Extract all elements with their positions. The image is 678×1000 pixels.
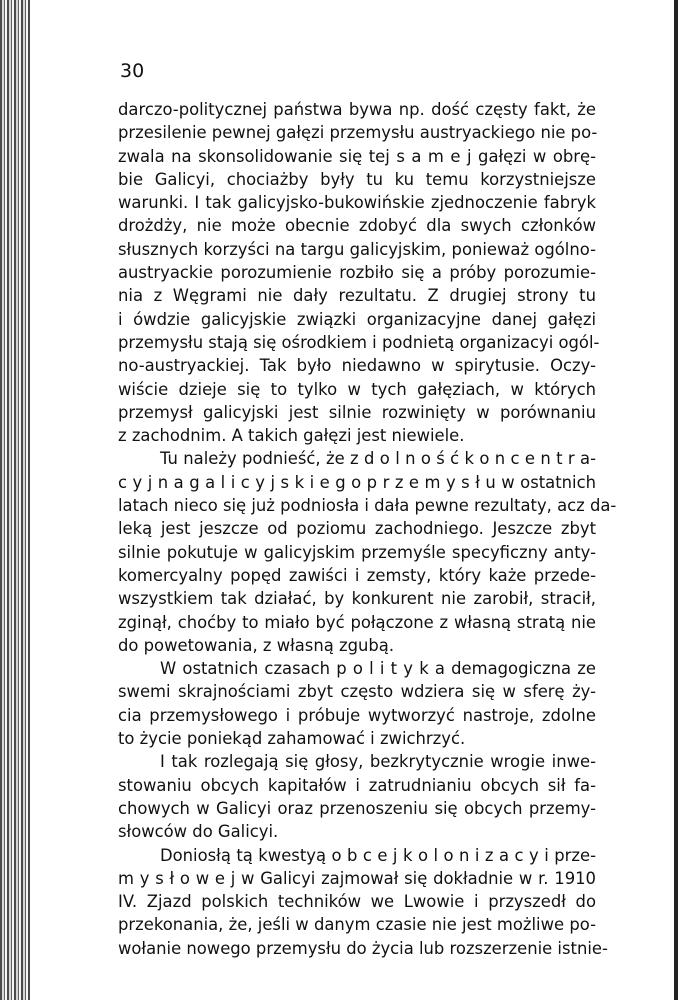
text-line: przesilenie pewnej gałęzi przemysłu austryackiego nie po- — [118, 123, 598, 143]
text-line: z zachodnim. A takich gałęzi jest niewiele. — [118, 426, 465, 446]
text-line: IV. Zjazd polskich techników we Lwowie i przyszedł do — [118, 892, 596, 912]
text-line: Tu należy podnieść, że z d o l n o ś ć k o n c e n t r a- — [160, 449, 596, 469]
text-line: W ostatnich czasach p o l i t y k a demagogiczna ze — [160, 659, 596, 679]
text-line: komercyalny popęd zawiści i zemsty, który każe przede- — [118, 565, 596, 585]
text-line: przemysłu stają się ośrodkiem i podnietą organizacyi ogól- — [118, 332, 600, 352]
text-line: cia przemysłowego i próbuje wytworzyć nastroje, zdolne — [118, 705, 596, 725]
text-line: stowaniu obcych kapitałów i zatrudnianiu obcych sił fa- — [118, 775, 596, 795]
text-line: nia z Węgrami nie dały rezultatu. Z drugiej strony tu — [118, 286, 596, 306]
paragraph — [118, 447, 617, 657]
text-line: austryackie porozumienie rozbiło się a próby porozumie- — [118, 263, 596, 283]
text-line: m y s ł o w e j w Galicyi zajmował się dokładnie w r. 1910 — [118, 868, 596, 888]
text-line: przemysł galicyjski jest silnie rozwinięty w porównaniu — [118, 402, 596, 422]
text-line: leką jest jeszcze od poziomu zachodniego. Jeszcze zbyt — [118, 519, 596, 539]
text-line: wołanie nowego przemysłu do życia lub rozszerzenie istnie- — [118, 938, 608, 958]
paragraph — [118, 98, 600, 447]
text-line: no-austryackiej. Tak było niedawno w spirytusie. Oczy- — [118, 356, 596, 376]
text-line: I tak rozlegają się głosy, bezkrytycznie wrogie inwe- — [160, 752, 596, 772]
text-line: drożdży, nie może obecnie zdobyć dla swych członków — [118, 216, 596, 236]
body-text — [118, 98, 617, 960]
text-line: zginął, choćby to miało być połączone z własną stratą nie — [118, 612, 596, 632]
text-line: darczo-politycznej państwa bywa np. dość częsty fakt, że — [118, 100, 596, 119]
page-right-edge — [674, 0, 678, 1000]
paragraph — [118, 844, 608, 960]
text-line: to życie poniekąd zahamować i zwichrzyć. — [118, 729, 466, 749]
text-line: do powetowania, z własną zgubą. — [118, 635, 395, 655]
text-line: silnie pokutuje w galicyjskim przemyśle specyficzny anty- — [118, 542, 596, 562]
text-line: wszystkiem tak działać, by konkurent nie zarobił, stracił, — [118, 589, 596, 609]
book-binding-edge — [0, 0, 30, 1000]
page-number: 30 — [120, 60, 145, 82]
text-line: warunki. I tak galicyjsko-bukowińskie zjednoczenie fabryk — [118, 193, 596, 213]
text-line: swemi skrajnościami zbyt często wdziera się w sferę ży- — [118, 682, 596, 702]
text-line: przekonania, że, jeśli w danym czasie nie jest możliwe po- — [118, 915, 596, 935]
text-line: latach nieco się już podniosła i dała pewne rezultaty, acz da- — [118, 496, 617, 516]
text-line: chowych w Galicyi oraz przenoszeniu się obcych przemy- — [118, 798, 596, 818]
text-line: c y j n a g a l i c y j s k i e g o p r z e m y s ł u w ostatnich — [118, 472, 596, 492]
text-line: i ówdzie galicyjskie związki organizacyjne danej gałęzi — [118, 309, 596, 329]
paragraph — [118, 657, 596, 750]
text-line: zwala na skonsolidowanie się tej s a m e j gałęzi w obrę- — [118, 146, 596, 166]
text-line: słusznych korzyści na targu galicyjskim, ponieważ ogólno- — [118, 239, 596, 259]
text-line: wiście dzieje się to tylko w tych gałęziach, w których — [118, 379, 596, 399]
text-line: bie Galicyi, chociażby były tu ku temu korzystniejsze — [118, 169, 596, 189]
text-line: Doniosłą tą kwestyą o b c e j k o l o n i z a c y i prze- — [160, 845, 596, 865]
paragraph — [118, 750, 596, 843]
text-line: słowców do Galicyi. — [118, 822, 279, 842]
